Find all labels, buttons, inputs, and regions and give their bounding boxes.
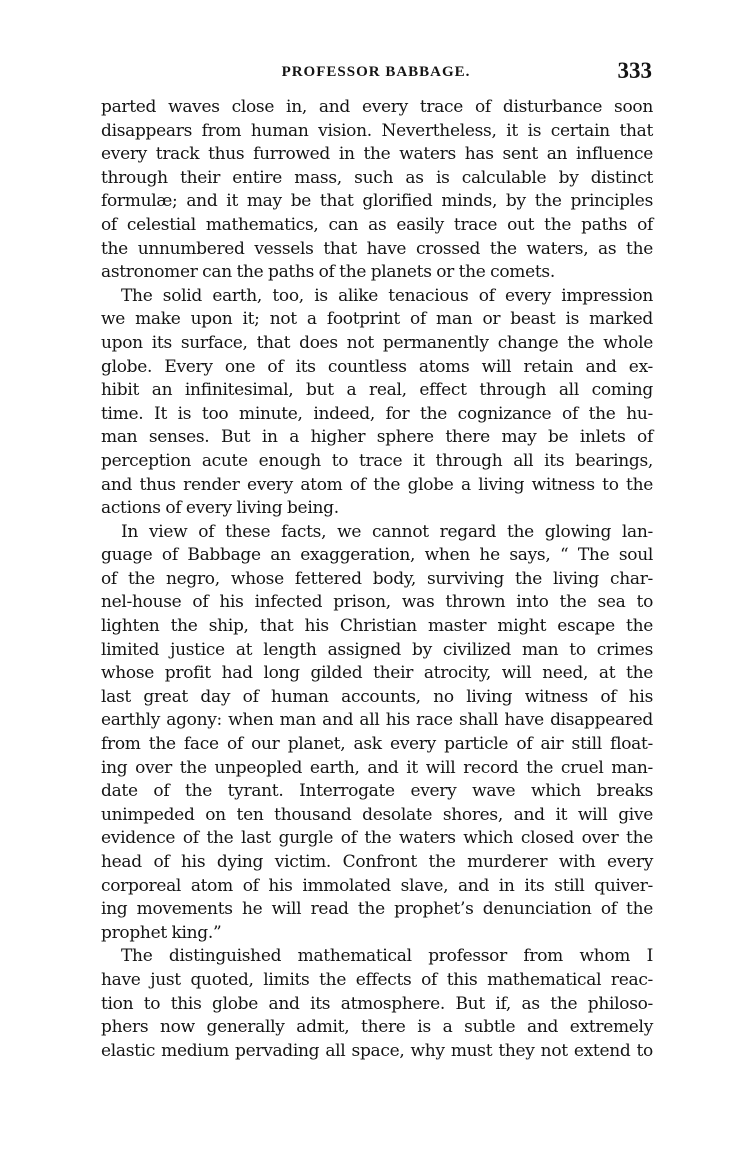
paragraph xyxy=(101,521,653,946)
text-line: every track thus furrowed in the waters has sent an influence xyxy=(101,144,653,165)
text-line: hibit an infinitesimal, but a real, effect through all coming xyxy=(101,380,653,401)
text-line: tion to this globe and its atmosphere. But if, as the philoso- xyxy=(101,993,653,1014)
page-number: 333 xyxy=(617,58,652,83)
text-line: ing over the unpeopled earth, and it will record the cruel man- xyxy=(101,757,653,778)
text-line: elastic medium pervading all space, why must they not extend to xyxy=(101,1040,653,1061)
text-line: head of his dying victim. Confront the murderer with every xyxy=(101,852,653,872)
text-line: parted waves close in, and every trace of disturbance soon xyxy=(101,97,653,117)
text-line: upon its surface, that does not permanently change the whole xyxy=(101,332,653,353)
text-line: and thus render every atom of the globe a living witness to the xyxy=(101,474,653,495)
text-line: lighten the ship, that his Christian master might escape the xyxy=(101,616,653,637)
text-line: prophet king.” xyxy=(101,922,222,943)
text-line: evidence of the last gurgle of the waters which closed over the xyxy=(101,828,653,849)
text-line: from the face of our planet, ask every particle of air still float- xyxy=(101,734,653,755)
text-line: perception acute enough to trace it through all its bearings, xyxy=(101,450,653,471)
text-line: have just quoted, limits the effects of this mathematical reac- xyxy=(101,969,653,990)
text-line: guage of Babbage an exaggeration, when he says, “ The soul xyxy=(101,545,653,566)
text-line: ing movements he will read the prophet’s denunciation of the xyxy=(101,899,653,920)
text-line: date of the tyrant. Interrogate every wave which breaks xyxy=(101,781,653,802)
text-line: globe. Every one of its countless atoms will retain and ex- xyxy=(101,356,653,377)
running-title: PROFESSOR BABBAGE. xyxy=(281,64,471,80)
text-line: man senses. But in a higher sphere there may be inlets of xyxy=(101,427,653,448)
text-line: formulæ; and it may be that glorified minds, by the principles xyxy=(101,191,653,212)
paragraph xyxy=(101,945,653,1063)
text-line: last great day of human accounts, no living witness of his xyxy=(101,686,653,707)
text-line: the unnumbered vessels that have crossed the waters, as the xyxy=(101,238,653,259)
text-line: of celestial mathematics, can as easily trace out the paths of xyxy=(101,214,653,235)
text-line: we make upon it; not a footprint of man or beast is marked xyxy=(101,309,653,330)
text-line: astronomer can the paths of the planets or the comets. xyxy=(101,262,555,283)
paragraph xyxy=(101,285,653,521)
text-line: actions of every living being. xyxy=(101,498,339,519)
text-line: earthly agony: when man and all his race shall have disappeared xyxy=(101,710,653,731)
body-text xyxy=(101,96,653,1063)
text-line: time. It is too minute, indeed, for the cognizance of the hu- xyxy=(101,403,653,424)
text-line: corporeal atom of his immolated slave, and in its still quiver- xyxy=(101,875,653,896)
text-line: The distinguished mathematical professor from whom I xyxy=(121,946,653,967)
text-line: limited justice at length assigned by civilized man to crimes xyxy=(101,639,653,660)
running-head xyxy=(100,58,652,90)
paragraph xyxy=(101,96,653,285)
text-line: unimpeded on ten thousand desolate shores, and it will give xyxy=(101,804,653,825)
text-line: through their entire mass, such as is calculable by distinct xyxy=(101,167,653,188)
text-line: whose profit had long gilded their atrocity, will need, at the xyxy=(101,663,653,684)
text-line: nel-house of his infected prison, was thrown into the sea to xyxy=(101,592,653,613)
text-line: of the negro, whose fettered body, surviving the living char- xyxy=(101,568,653,589)
text-line: In view of these facts, we cannot regard the glowing lan- xyxy=(121,521,653,542)
text-line: The solid earth, too, is alike tenacious of every impression xyxy=(121,285,653,306)
text-line: disappears from human vision. Nevertheless, it is certain that xyxy=(101,120,653,141)
text-line: phers now generally admit, there is a subtle and extremely xyxy=(101,1017,653,1038)
